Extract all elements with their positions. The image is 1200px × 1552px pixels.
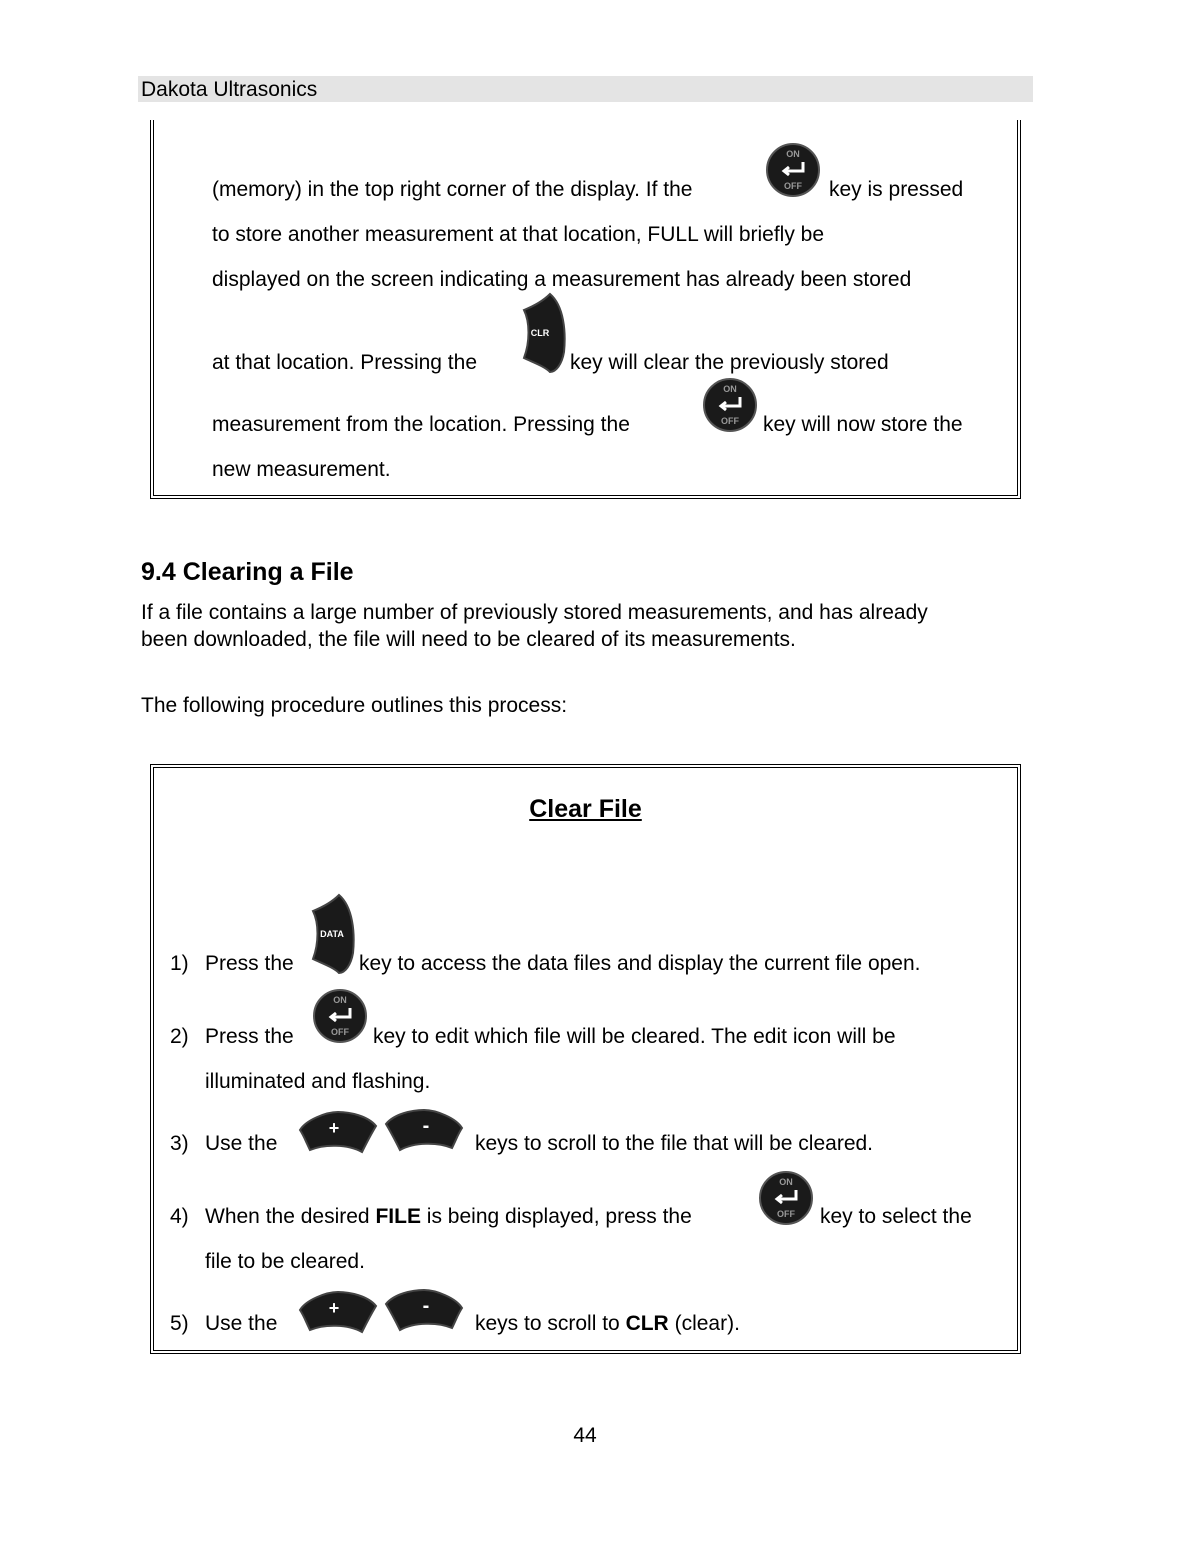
on-label: ON (779, 1177, 793, 1187)
off-label: OFF (777, 1209, 795, 1219)
minus-key-icon (384, 1106, 466, 1152)
step-text-part: is being displayed, press the (426, 1205, 692, 1228)
paragraph-line: The following procedure outlines this process: (141, 694, 568, 717)
on-label: ON (723, 384, 737, 394)
minus-label: - (422, 1295, 430, 1317)
text-line: key will now store the (763, 413, 963, 436)
step-number: 1) (170, 952, 189, 975)
step-text: file to be cleared. (205, 1250, 365, 1273)
section-heading: 9.4 Clearing a File (141, 558, 354, 586)
step-number: 2) (170, 1025, 189, 1048)
plus-label: + (328, 1118, 340, 1138)
step-text: key to access the data files and display the current file open. (359, 952, 921, 975)
on-label: ON (786, 149, 800, 159)
step-text: key to edit which file will be cleared. The edit icon will be (373, 1025, 896, 1048)
data-label: DATA (320, 929, 344, 939)
text-line: at that location. Pressing the (212, 351, 477, 374)
text-line: measurement from the location. Pressing the (212, 413, 630, 436)
running-header: Dakota Ultrasonics (138, 76, 1033, 102)
plus-key-icon (296, 1108, 378, 1154)
page-number: 44 (573, 1424, 597, 1447)
on-label: ON (333, 995, 347, 1005)
text-line: to store another measurement at that location, FULL will briefly be (212, 223, 825, 246)
plus-key-icon (296, 1288, 378, 1334)
continued-box (150, 120, 1021, 499)
step-text: illuminated and flashing. (205, 1070, 431, 1093)
paragraph-line: If a file contains a large number of previously stored measurements, and has already (141, 601, 928, 624)
step-bold: CLR (625, 1312, 669, 1335)
text-line: (memory) in the top right corner of the display. If the (212, 178, 693, 201)
step-text-part: keys to scroll to (475, 1312, 620, 1335)
step-text (205, 1205, 692, 1229)
step-text: Press the (205, 952, 294, 975)
procedure-title: Clear File (529, 795, 642, 823)
text-line: key is pressed (829, 178, 964, 201)
off-label: OFF (721, 416, 739, 426)
step-text: keys to scroll to the file that will be cleared. (475, 1132, 874, 1155)
data-key-icon (309, 893, 355, 975)
text-line: displayed on the screen indicating a measurement has already been stored (212, 268, 912, 291)
on-off-key-icon (758, 1170, 814, 1226)
clr-label: CLR (530, 328, 550, 338)
text-line: key will clear the previously stored (570, 351, 889, 374)
step-text: key to select the (820, 1205, 972, 1228)
clr-key-icon (520, 292, 566, 374)
step-bold: FILE (375, 1205, 421, 1228)
minus-key-icon (384, 1286, 466, 1332)
on-off-key-icon (312, 988, 368, 1044)
on-off-key-icon (702, 377, 758, 433)
plus-label: + (328, 1298, 340, 1318)
step-text (475, 1312, 740, 1336)
paragraph-line: been downloaded, the file will need to be cleared of its measurements. (141, 628, 796, 651)
step-text-part: When the desired (205, 1205, 370, 1228)
step-text: Use the (205, 1132, 278, 1155)
on-off-key-icon (765, 142, 821, 198)
off-label: OFF (331, 1027, 349, 1037)
off-label: OFF (784, 181, 802, 191)
step-number: 3) (170, 1132, 189, 1155)
step-text: Use the (205, 1312, 278, 1335)
minus-label: - (422, 1115, 430, 1137)
step-text: Press the (205, 1025, 294, 1048)
step-number: 4) (170, 1205, 189, 1228)
step-text-part: (clear). (674, 1312, 740, 1335)
text-line: new measurement. (212, 458, 391, 481)
step-number: 5) (170, 1312, 189, 1335)
